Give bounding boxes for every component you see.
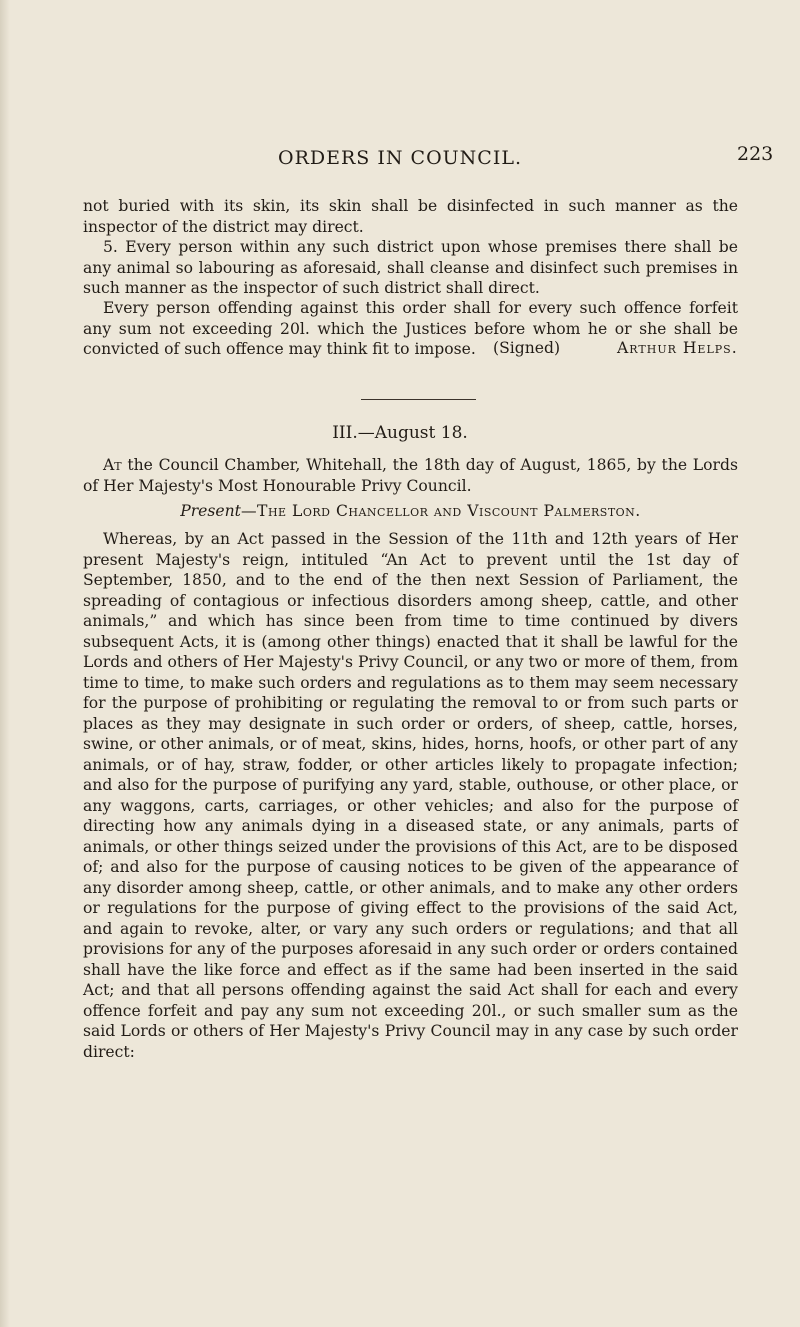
council-at: At <box>103 456 122 474</box>
council-text: the Council Chamber, Whitehall, the 18th day of August, 1865, by the Lords of Her Majesty's Most Honourable Privy Council. <box>83 456 738 495</box>
running-title: ORDERS IN COUNCIL. <box>278 147 522 169</box>
paragraph-penalty: Every person offending against this order shall for every such offence forfeit any sum not exceeding 20l. which the Justices before whom he or she shall be convicted of such offence may think fit to impose. <box>83 299 738 358</box>
present-label: Present <box>180 502 241 520</box>
gutter-shadow <box>0 0 10 1327</box>
council-paragraph <box>83 455 738 496</box>
paragraph-5: 5. Every person within any such district upon whose premises there shall be any animal so labouring as aforesaid, shall cleanse and disinfect such premises in such manner as the inspector of such district shall direct. <box>83 238 738 297</box>
section-divider <box>361 399 476 400</box>
paragraph-intro: not buried with its skin, its skin shall be disinfected in such manner as the inspector of the district may direct. <box>83 197 738 236</box>
paragraph-whereas: Whereas, by an Act passed in the Session of the 11th and 12th years of Her present Majesty's reign, intituled “An Act to prevent until the 1st day of September, 1850, and to the end of the then next Session of Parliament, the spreading of contagious or infectious disorders among sheep, cattle, and other animals,” and which has since been from time to time continued by divers subsequent Acts, it is (among other things) enacted that it shall be lawful for the Lords and others of Her Majesty's Privy Council, or any two or more of them, from time to time, to make such orders and regulations as to them may seem necessary for the purpose of prohibiting or regulating the removal to or from such parts or places as they may designate in such order or orders, of sheep, cattle, horses, swine, or other animals, or of meat, skins, hides, horns, hoofs, or other part of any animals, or of hay, straw, fodder, or other articles likely to propagate infection; and also for the purpose of purifying any yard, stable, outhouse, or other place, or any waggons, carts, carriages, or other vehicles; and also for the purpose of directing how any animals dying in a diseased state, or any animals, parts of animals, or other things seized under the provisions of this Act, are to be disposed of; and also for the purpose of causing notices to be given of the appearance of any disorder among sheep, cattle, or other animals, and to make any other orders or regulations for the purpose of giving effect to the provisions of the said Act, and again to revoke, alter, or vary any such orders or regulations; and that all provisions for any of the purposes aforesaid in any such order or orders contained shall have the like force and effect as if the same had been inserted in the said Act; and that all persons offending against the said Act shall for each and every offence forfeit and pay any sum not exceeding 20l., or such smaller sum as the said Lords or others of Her Majesty's Privy Council may in any case by such order direct: <box>83 530 738 1061</box>
section-heading: III.—August 18. <box>332 423 468 443</box>
present-line <box>83 501 738 522</box>
signed-label: (Signed) <box>493 339 561 357</box>
signature-line <box>493 339 738 357</box>
page-number: 223 <box>737 143 774 165</box>
present-names: —The Lord Chancellor and Viscount Palmerston. <box>240 502 641 520</box>
signer-name: Arthur Helps. <box>617 339 738 357</box>
